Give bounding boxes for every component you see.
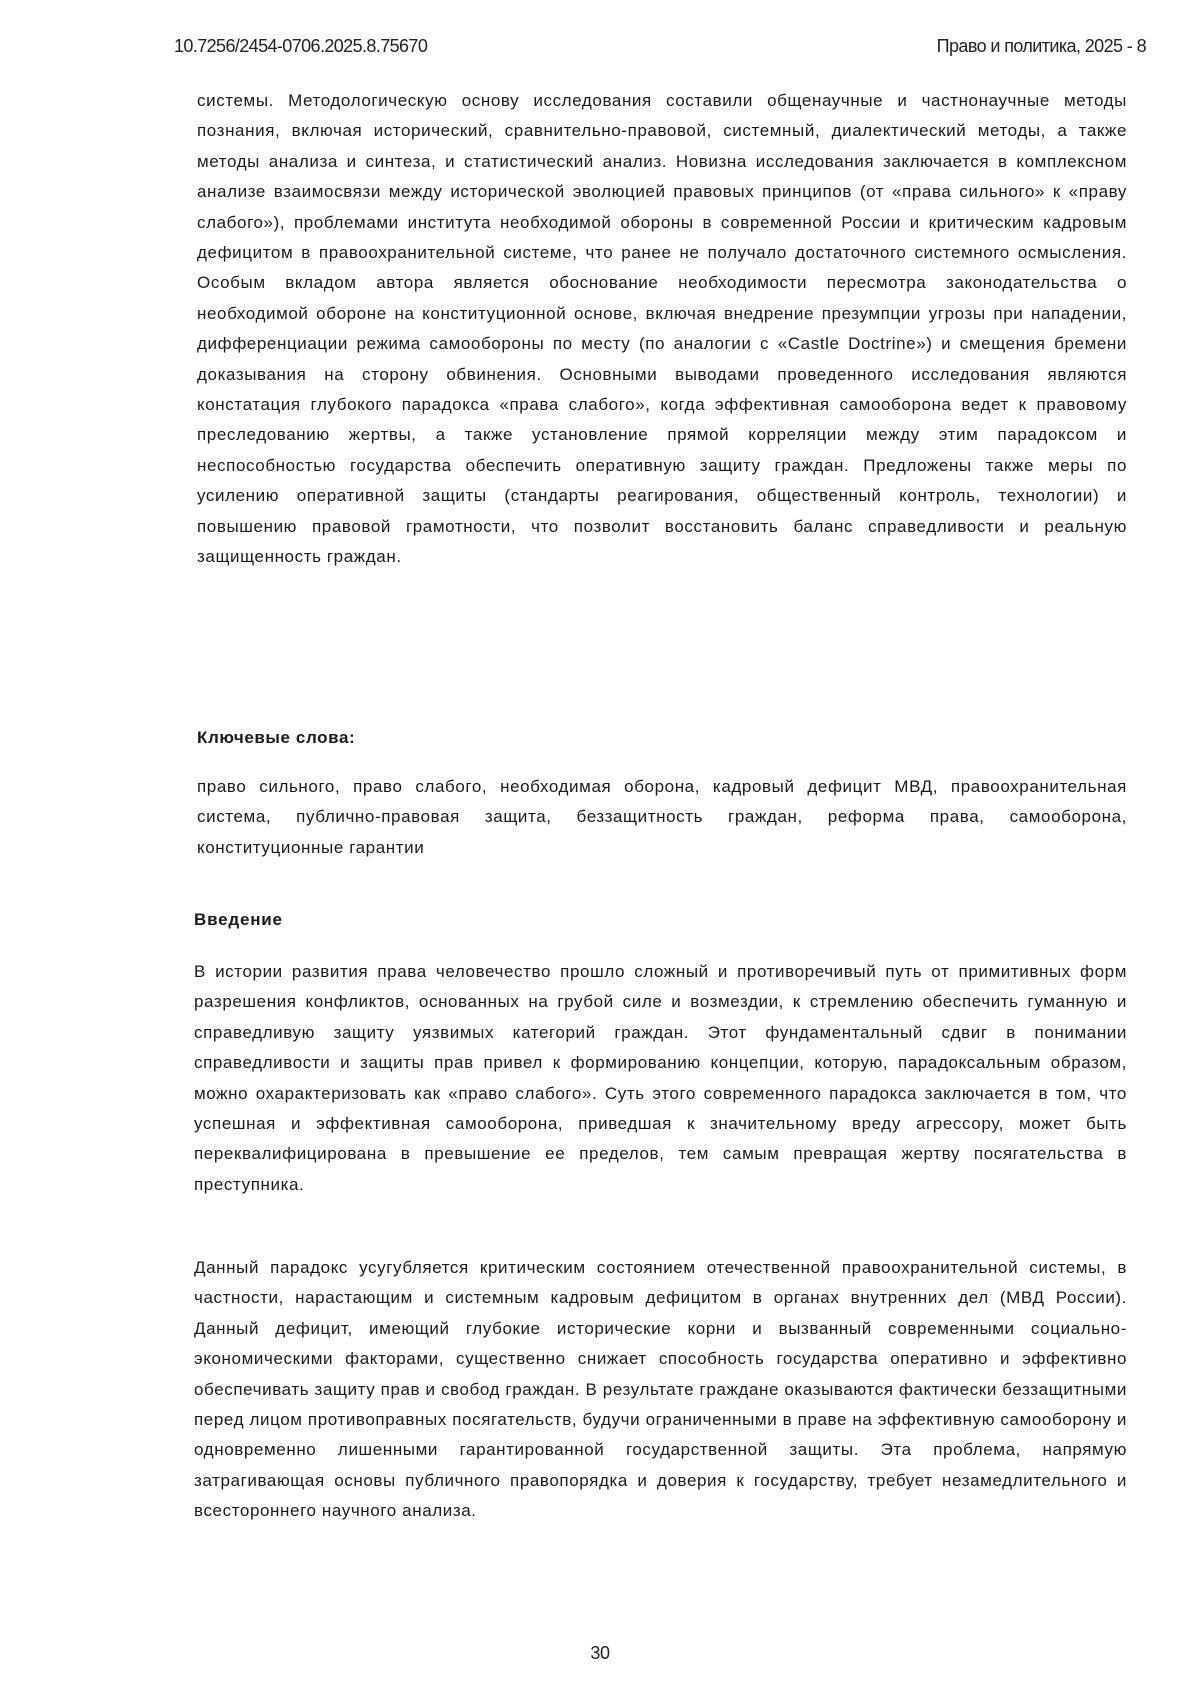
page-number: 30 [0, 1643, 1200, 1664]
doi-label: 10.7256/2454-0706.2025.8.75670 [174, 36, 427, 57]
introduction-paragraph-1: В истории развития права человечество прошло сложный и противоречивый путь от примитивных форм разрешения конфликтов, основанных на грубой силе и возмездии, к стремлению обеспечить гуманную и справедливую защиту уязвимых категорий граждан. Этот фундаментальный сдвиг в понимании справедливости и защиты прав привел к формированию концепции, которую, парадоксальным образом, можно охарактеризовать как «право слабого». Суть этого современного парадокса заключается в том, что успешная и эффективная самооборона, приведшая к значительному вреду агрессору, может быть переквалифицирована в превышение ее пределов, тем самым превращая жертву посягательства в преступника. [194, 957, 1127, 1200]
abstract-continuation: системы. Методологическую основу исследования составили общенаучные и частнонаучные методы познания, включая исторический, сравнительно-правовой, системный, диалектический методы, а также методы анализа и синтеза, и статистический анализ. Новизна исследования заключается в комплексном анализе взаимосвязи между исторической эволюцией правовых принципов (от «права сильного» к «праву слабого»), проблемами института необходимой обороны в современной России и критическим кадровым дефицитом в правоохранительной системе, что ранее не получало достаточного системного осмысления. Особым вкладом автора является обоснование необходимости пересмотра законодательства о необходимой обороне на конституционной основе, включая внедрение презумпции угрозы при нападении, дифференциации режима самообороны по месту (по аналогии с «Castle Doctrine») и смещения бремени доказывания на сторону обвинения. Основными выводами проведенного исследования являются констатация глубокого парадокса «права слабого», когда эффективная самооборона ведет к правовому преследованию жертвы, а также установление прямой корреляции между этим парадоксом и неспособностью государства обеспечить оперативную защиту граждан. Предложены также меры по усилению оперативной защиты (стандарты реагирования, общественный контроль, технологии) и повышению правовой грамотности, что позволит восстановить баланс справедливости и реальную защищенность граждан. [197, 86, 1127, 573]
page-header [174, 36, 1146, 62]
keywords-list: право сильного, право слабого, необходимая оборона, кадровый дефицит МВД, правоохранительная система, публично-правовая защита, беззащитность граждан, реформа права, самооборона, конституционные гарантии [197, 772, 1127, 863]
introduction-paragraph-2: Данный парадокс усугубляется критическим состоянием отечественной правоохранительной системы, в частности, нарастающим и системным кадровым дефицитом в органах внутренних дел (МВД России). Данный дефицит, имеющий глубокие исторические корни и вызванный современными социально-экономическими факторами, существенно снижает способность государства оперативно и эффективно обеспечивать защиту прав и свобод граждан. В результате граждане оказываются фактически беззащитными перед лицом противоправных посягательств, будучи ограниченными в праве на эффективную самооборону и одновременно лишенными гарантированной государственной защиты. Эта проблема, напрямую затрагивающая основы публичного правопорядка и доверия к государству, требует незамедлительного и всестороннего научного анализа. [194, 1253, 1127, 1527]
introduction-heading: Введение [194, 910, 283, 930]
journal-issue-label: Право и политика, 2025 - 8 [937, 36, 1146, 57]
keywords-heading: Ключевые слова: [197, 728, 355, 748]
